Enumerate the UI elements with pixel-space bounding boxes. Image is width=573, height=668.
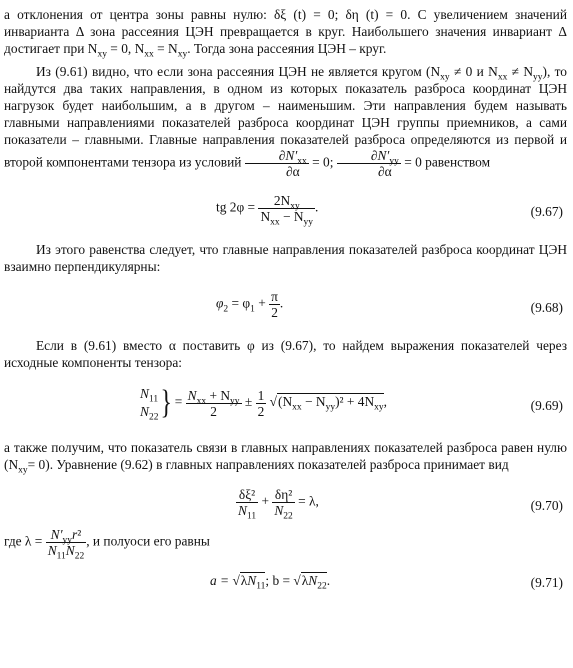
text: ≠ 0 и N [454,64,498,79]
text: N [187,387,197,403]
text: N [260,209,271,224]
text: a = [210,573,233,588]
text: N [140,386,149,401]
sub: xy [177,49,188,60]
equation-9-69: $N_{11}$ $N_{22}$} = $\frac{N_{xx} + N_{yy}}{2}$ ± $\frac{1}{2}$ $√(N_{xx} - N_{yy})^2 + 4N_{xy}$, (9.69) [140,384,563,423]
sub: 11 [256,581,266,592]
text: а также получим, что показатель связи в главных направлениях показателей разброса равен нулю (N [4,440,567,472]
text: δξ² [236,487,258,503]
eq-fraction [258,193,315,228]
text: )² + 4N [335,394,375,410]
paragraph-6 [4,527,567,562]
text: φ [216,295,224,311]
text: 2 [271,305,278,320]
text: π [271,289,278,304]
text: Из (9.61) видно, что если зона рассеяния ЦЭН не является кругом (N [36,64,441,79]
text: = 0; [312,154,334,170]
sub: xy [374,402,384,413]
text: = λ, [298,493,319,509]
text: δη² [272,487,294,503]
text: ; b = [265,573,294,588]
text: 2N [273,193,291,208]
equation-number: (9.69) [530,398,563,413]
text: , и полуоси его равны [86,533,210,549]
text: (N [278,394,293,410]
n11-n22 [140,385,158,421]
text: N [140,404,149,419]
text: 1 [257,387,265,403]
sub: xy [97,49,107,60]
pi-over-two [269,289,280,320]
one-half [256,388,267,419]
text: = 0 равенством [404,154,491,170]
text: = 0, N [110,41,145,56]
page [4,6,567,598]
sub: 2 [223,304,229,315]
equation-9-71: $a = √\lambda N_{11}$; $b = √\lambda N_{22}$. (9.71) [210,573,563,592]
equation-number: (9.70) [530,498,563,513]
text: + [254,295,270,311]
equation-9-67: tg 2φ = $\frac{2N_{xy}}{N_{xx} - N_{yy}}$ . (9.67) [216,193,563,228]
text: = φ [228,295,251,311]
fraction-deta: $\frac{\text{δη²}}{N_{22}}$ [274,487,293,522]
text: ≠ N [511,64,533,79]
sub: yy [230,396,240,407]
sub: xx [196,396,207,407]
text: − N [279,209,304,224]
fraction-dnxx: $\frac{\partial N'_{xx}}{\partial\alpha}$ [245,148,309,179]
sub: 22 [317,581,327,592]
eq-lhs: tg 2φ = [216,199,256,215]
text: а отклонения от центра зоны равны нулю: δξ (t) = 0; δη (t) = 0. С увеличением значений инварианта Δ зона рассеяния ЦЭН превращается в круг. Наибольшего значения инвариант Δ достигает при N [4,7,567,56]
eq-fraction: $\frac{N_{xx} + N_{yy}}{2}$ [187,387,240,419]
sub: xy [440,72,450,83]
sub: 1 [250,304,255,315]
text: . Тогда зона рассеяния ЦЭН – круг. [187,41,387,56]
fraction-lambda: $\frac{N'_{yy}r^2}{N_{11}N_{22}}$ [47,527,85,562]
text: где λ = [4,533,43,549]
text: 2 [257,403,265,419]
text: = N [157,41,178,56]
sub: xy [18,465,28,476]
text: ), то найдутся два таких направления, в одном из которых показатель разброса координат ЦЭН нагрузок будет наибольшим, а в другом – наименьшим. Эти направления будем называть главными направлениями показателей разброса координат ЦЭН группы приемников, а сами показатели – главными. Главные направления показателей разброса определяются из первой и второй компонентами тензора из условий [4,64,567,170]
equation-9-70: $\frac{\text{δξ²}}{N_{11}}$ + $\frac{\text{δη²}}{N_{22}}$ = λ, (9.70) [238,487,563,522]
text: − N [301,394,326,410]
sub: xx [270,217,280,228]
paragraph-1 [4,6,567,60]
fraction-dnyy: $\frac{\partial N'_{yy}}{\partial\alpha}$ [337,148,401,179]
sub: 22 [283,511,293,522]
paragraph-2 [4,63,567,179]
equation-number: (9.67) [530,204,563,219]
equation-number: (9.71) [530,575,563,590]
sub: xx [292,402,302,413]
text: = 0). Уравнение (9.62) в главных направлениях показателей разброса принимает вид [27,457,509,472]
sub: xx [497,72,508,83]
text: + N [206,387,231,403]
sub: 22 [148,412,159,423]
sub: 11 [246,511,257,522]
fraction-dxi: $\frac{\text{δξ²}}{N_{11}}$ [238,487,257,522]
text: ± [244,394,256,410]
sub: 11 [148,394,159,405]
paragraph-3: Из этого равенства следует, что главные направления показателей разброса координат ЦЭН взаимно перпендикулярны: [4,242,567,274]
paragraph-5 [4,439,567,476]
sub: xy [290,201,300,212]
sub: yy [303,217,314,228]
paragraph-4: Если в (9.61) вместо α поставить φ из (9.67), то найдем выражения показателей через исходные компоненты тензора: [4,338,567,370]
sub: yy [533,72,543,83]
sub: yy [325,402,336,413]
equation-9-68: $\varphi_2 = \varphi_1$ + $\frac{\pi}{2}$ . (9.68) [216,289,563,320]
equation-number: (9.68) [530,300,563,315]
sub: xx [144,49,154,60]
